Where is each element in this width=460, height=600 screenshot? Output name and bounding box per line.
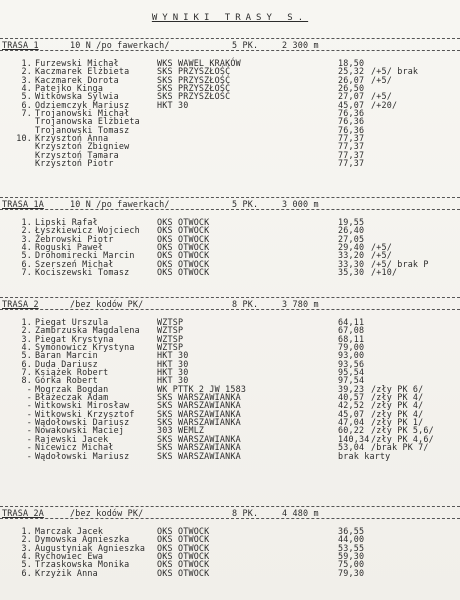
club-name: WZTSP xyxy=(157,342,184,353)
place-number: 1. xyxy=(21,526,32,536)
result-note: /zły PK 5,6/ xyxy=(371,425,434,436)
club-name: WKS WAWEL KRAKÓW xyxy=(157,58,241,68)
result-time: 25,32 xyxy=(338,66,365,77)
place-number: - xyxy=(26,442,32,453)
result-note: /zły PK 1/ xyxy=(371,417,424,428)
place-number: 7. xyxy=(21,267,32,278)
club-name: OKS OTWOCK xyxy=(157,217,210,227)
result-note: /zły PK 4/ xyxy=(371,400,424,411)
result-time: 64,11 xyxy=(338,317,365,327)
place-number: 4. xyxy=(21,551,32,562)
competitor-name: Górka Robert xyxy=(35,375,98,386)
club-name: SKS WARSZAWIANKA xyxy=(157,400,241,411)
place-number: 6. xyxy=(21,99,32,110)
result-note: /+5/ xyxy=(371,250,392,261)
club-name: OKS OTWOCK xyxy=(157,233,210,244)
result-time: 26,50 xyxy=(338,83,365,94)
result-note: /zły PK 4/ xyxy=(371,408,424,419)
competitor-name: Krzyżik Anna xyxy=(35,567,98,578)
competitor-name: Mogrzak Bogdan xyxy=(35,383,109,394)
competitor-name: Kaczmarek Dorota xyxy=(35,74,119,85)
result-time: 79,30 xyxy=(338,567,365,578)
competitor-name: Krzysztoń Anna xyxy=(35,133,109,144)
club-name: OKS OTWOCK xyxy=(157,559,210,570)
divider xyxy=(0,297,460,298)
result-time: 53,55 xyxy=(338,542,365,553)
result-time: 68,11 xyxy=(338,333,365,344)
place-number: 3. xyxy=(21,542,32,553)
result-time: 42,52 xyxy=(338,400,365,411)
competitor-name: Augustyniak Agnieszka xyxy=(35,542,146,553)
section-header xyxy=(0,508,460,519)
competitor-name: Symonowicz Krystyna xyxy=(35,342,135,353)
place-number: 10. xyxy=(16,133,32,144)
competitor-name: Rychowiec Ewa xyxy=(35,551,104,562)
club-name: HKT 30 xyxy=(157,350,189,361)
result-note: /zły PK 6/ xyxy=(371,383,424,394)
place-number: 2. xyxy=(21,325,32,336)
section-pk: 8 PK. xyxy=(232,299,259,309)
divider xyxy=(0,50,460,51)
competitor-name: Witkowski Krzysztof xyxy=(35,408,135,419)
result-time: 45,07 xyxy=(338,408,365,419)
section-trasa-2 xyxy=(0,299,460,460)
result-time: 45,07 xyxy=(338,99,365,110)
result-time: 33,30 xyxy=(338,258,365,269)
result-note: /+20/ xyxy=(371,99,398,110)
club-name: SKS PRZYSZŁOŚĆ xyxy=(157,66,231,77)
competitor-name: Trojanowski Tomasz xyxy=(35,124,130,135)
result-time: 93,00 xyxy=(338,350,365,361)
result-time: 44,00 xyxy=(338,534,365,545)
place-number: 2. xyxy=(21,225,32,236)
club-name: SKS PRZYSZŁOŚĆ xyxy=(157,74,231,85)
club-name: OKS OTWOCK xyxy=(157,242,210,253)
competitor-name: Piegat Krystyna xyxy=(35,333,114,344)
competitor-name: Wądołowski Mariusz xyxy=(35,450,130,461)
section-header xyxy=(0,40,460,51)
place-number: 1. xyxy=(21,217,32,227)
result-time: 77,37 xyxy=(338,158,365,169)
club-name: 303 WEMLZ xyxy=(157,425,205,436)
place-number: 1. xyxy=(21,317,32,327)
results-list xyxy=(0,59,460,167)
place-number: 5. xyxy=(21,250,32,261)
club-name: WZTSP xyxy=(157,333,184,344)
section-trasa-1 xyxy=(0,40,460,167)
competitor-name: Książek Robert xyxy=(35,367,109,378)
place-number: - xyxy=(26,408,32,419)
competitor-name: Duda Dariusz xyxy=(35,358,98,369)
club-name: OKS OTWOCK xyxy=(157,225,210,236)
result-time: 67,08 xyxy=(338,325,365,336)
result-note: /+5/ xyxy=(371,242,392,253)
section-route: TRASA 1A xyxy=(2,199,44,209)
place-number: 6. xyxy=(21,358,32,369)
result-note: /+5/ xyxy=(371,74,392,85)
result-time: 95,54 xyxy=(338,367,365,378)
competitor-name: Kociszewski Tomasz xyxy=(35,267,130,278)
result-note: /zły PK 4/ xyxy=(371,392,424,403)
competitor-name: Furzewski Michał xyxy=(35,58,119,68)
section-route: TRASA 2 xyxy=(2,299,39,309)
result-time: 35,30 xyxy=(338,267,365,278)
place-number: 2. xyxy=(21,534,32,545)
result-time: 77,37 xyxy=(338,149,365,160)
club-name: OKS OTWOCK xyxy=(157,551,210,562)
place-number: - xyxy=(26,392,32,403)
result-row xyxy=(0,268,460,276)
result-time: 29,40 xyxy=(338,242,365,253)
competitor-name: Łyszkiewicz Wojciech xyxy=(35,225,140,236)
competitor-name: Trojanowski Michał xyxy=(35,108,130,119)
place-number: 7. xyxy=(21,367,32,378)
club-name: OKS OTWOCK xyxy=(157,542,210,553)
result-time: 27,07 xyxy=(338,91,365,102)
result-time: 47,04 xyxy=(338,417,365,428)
place-number: - xyxy=(26,417,32,428)
section-distance: 3 000 m xyxy=(282,199,319,209)
club-name: OKS OTWOCK xyxy=(157,526,210,536)
divider xyxy=(0,518,460,519)
results-list xyxy=(0,218,460,276)
place-number: 8. xyxy=(21,375,32,386)
club-name: OKS OTWOCK xyxy=(157,267,210,278)
competitor-name: Roguski Paweł xyxy=(35,242,104,253)
result-time: 79,00 xyxy=(338,342,365,353)
result-time: 77,37 xyxy=(338,141,365,152)
competitor-name: Kaczmarek Elżbieta xyxy=(35,66,130,77)
club-name: OKS OTWOCK xyxy=(157,250,210,261)
divider xyxy=(0,309,460,310)
section-desc: 10 N /po fawerkach/ xyxy=(70,40,170,50)
section-header xyxy=(0,299,460,310)
place-number: - xyxy=(26,450,32,461)
result-time: 19,55 xyxy=(338,217,365,227)
result-time: 59,30 xyxy=(338,551,365,562)
competitor-name: Piegat Urszula xyxy=(35,317,109,327)
competitor-name: Dymowska Agnieszka xyxy=(35,534,130,545)
competitor-name: Wądołowski Dariusz xyxy=(35,417,130,428)
club-name: SKS PRZYSZŁOŚĆ xyxy=(157,91,231,102)
competitor-name: Krzysztoń Piotr xyxy=(35,158,114,169)
club-name: HKT 30 xyxy=(157,358,189,369)
competitor-name: Baran Marcin xyxy=(35,350,98,361)
divider xyxy=(0,197,460,198)
club-name: OKS OTWOCK xyxy=(157,567,210,578)
result-note: /+10/ xyxy=(371,267,398,278)
competitor-name: Szerszeń Michał xyxy=(35,258,114,269)
competitor-name: Nicewicz Michał xyxy=(35,442,114,453)
result-time: 60,22 xyxy=(338,425,365,436)
result-time: 27,05 xyxy=(338,233,365,244)
section-desc: 10 N /po fawerkach/ xyxy=(70,199,170,209)
result-time: 76,36 xyxy=(338,124,365,135)
section-trasa-2a xyxy=(0,508,460,577)
place-number: - xyxy=(26,425,32,436)
place-number: 5. xyxy=(21,559,32,570)
place-number: 4. xyxy=(21,83,32,94)
page-title: WYNIKI TRASY S. xyxy=(151,13,309,23)
result-row xyxy=(0,159,460,167)
result-time: 76,36 xyxy=(338,116,365,127)
result-time: 39,23 xyxy=(338,383,365,394)
place-number: 4. xyxy=(21,242,32,253)
place-number: - xyxy=(26,433,32,444)
result-row xyxy=(0,569,460,577)
competitor-name: Nowakowski Maciej xyxy=(35,425,125,436)
result-note: /brak PK 7/ xyxy=(371,442,429,453)
result-time: 93,56 xyxy=(338,358,365,369)
section-pk: 8 PK. xyxy=(232,508,259,518)
result-time: 40,57 xyxy=(338,392,365,403)
section-trasa-1a xyxy=(0,199,460,276)
section-distance: 2 300 m xyxy=(282,40,319,50)
competitor-name: Patejko Kinga xyxy=(35,83,104,94)
competitor-name: Drohomirecki Marcin xyxy=(35,250,135,261)
result-time: 26,07 xyxy=(338,74,365,85)
club-name: SKS WARSZAWIANKA xyxy=(157,392,241,403)
place-number: 3. xyxy=(21,233,32,244)
competitor-name: Krzysztoń Tamara xyxy=(35,149,119,160)
competitor-name: Zambrzuska Magdalena xyxy=(35,325,140,336)
competitor-name: Odziemczyk Mariusz xyxy=(35,99,130,110)
competitor-name: Witkowska Sylwia xyxy=(35,91,119,102)
result-time: 36,55 xyxy=(338,526,365,536)
place-number: 7. xyxy=(21,108,32,119)
club-name: OKS OTWOCK xyxy=(157,258,210,269)
place-number: 3. xyxy=(21,74,32,85)
result-time: 97,54 xyxy=(338,375,365,386)
section-pk: 5 PK. xyxy=(232,40,259,50)
result-time: 26,40 xyxy=(338,225,365,236)
divider xyxy=(0,506,460,507)
place-number: 3. xyxy=(21,333,32,344)
results-list xyxy=(0,527,460,577)
competitor-name: Marczak Jacek xyxy=(35,526,104,536)
club-name: SKS WARSZAWIANKA xyxy=(157,433,241,444)
club-name: WZTSP xyxy=(157,317,184,327)
results-list xyxy=(0,318,460,460)
section-distance: 3 780 m xyxy=(282,299,319,309)
divider xyxy=(0,209,460,210)
place-number: 1. xyxy=(21,58,32,68)
place-number: - xyxy=(26,383,32,394)
club-name: OKS OTWOCK xyxy=(157,534,210,545)
section-distance: 4 480 m xyxy=(282,508,319,518)
section-route: TRASA 1 xyxy=(2,40,39,50)
result-time: 77,37 xyxy=(338,133,365,144)
club-name: HKT 30 xyxy=(157,375,189,386)
result-note: /zły PK 4,6/ xyxy=(371,433,434,444)
result-time: 75,00 xyxy=(338,559,365,570)
club-name: SKS WARSZAWIANKA xyxy=(157,417,241,428)
club-name: SKS WARSZAWIANKA xyxy=(157,442,241,453)
result-time: brak karty xyxy=(338,450,391,461)
club-name: SKS WARSZAWIANKA xyxy=(157,408,241,419)
section-pk: 5 PK. xyxy=(232,199,259,209)
section-route: TRASA 2A xyxy=(2,508,44,518)
competitor-name: Rajewski Jacek xyxy=(35,433,109,444)
result-time: 76,36 xyxy=(338,108,365,119)
place-number: - xyxy=(26,400,32,411)
competitor-name: Trojanowska Elżbieta xyxy=(35,116,140,127)
place-number: 6. xyxy=(21,567,32,578)
place-number: 4. xyxy=(21,342,32,353)
result-note: /+5/ xyxy=(371,91,392,102)
club-name: HKT 30 xyxy=(157,367,189,378)
competitor-name: Lipski Rafał xyxy=(35,217,98,227)
club-name: WZTSP xyxy=(157,325,184,336)
club-name: SKS PRZYSZŁOŚĆ xyxy=(157,83,231,94)
club-name: WK PTTK 2 JW 1583 xyxy=(157,383,247,394)
competitor-name: Witkowski Mirosław xyxy=(35,400,130,411)
competitor-name: Żebrowski Piotr xyxy=(35,233,114,244)
place-number: 5. xyxy=(21,91,32,102)
result-time: 18,50 xyxy=(338,58,365,68)
result-note: /+5/ brak P xyxy=(371,258,429,269)
competitor-name: Trzaskowska Monika xyxy=(35,559,130,570)
result-time: 53,04 xyxy=(338,442,365,453)
result-time: 140,34 xyxy=(338,433,370,444)
competitor-name: Błażeczak Adam xyxy=(35,392,109,403)
club-name: SKS WARSZAWIANKA xyxy=(157,450,241,461)
section-desc: /bez kodów PK/ xyxy=(70,508,144,518)
place-number: 2. xyxy=(21,66,32,77)
competitor-name: Krzysztoń Zbigniew xyxy=(35,141,130,152)
result-note: /+5/ brak xyxy=(371,66,419,77)
section-desc: /bez kodów PK/ xyxy=(70,299,144,309)
divider xyxy=(0,38,460,39)
place-number: 6. xyxy=(21,258,32,269)
club-name: HKT 30 xyxy=(157,99,189,110)
result-time: 33,20 xyxy=(338,250,365,261)
result-row xyxy=(0,452,460,460)
section-header xyxy=(0,199,460,210)
place-number: 5. xyxy=(21,350,32,361)
